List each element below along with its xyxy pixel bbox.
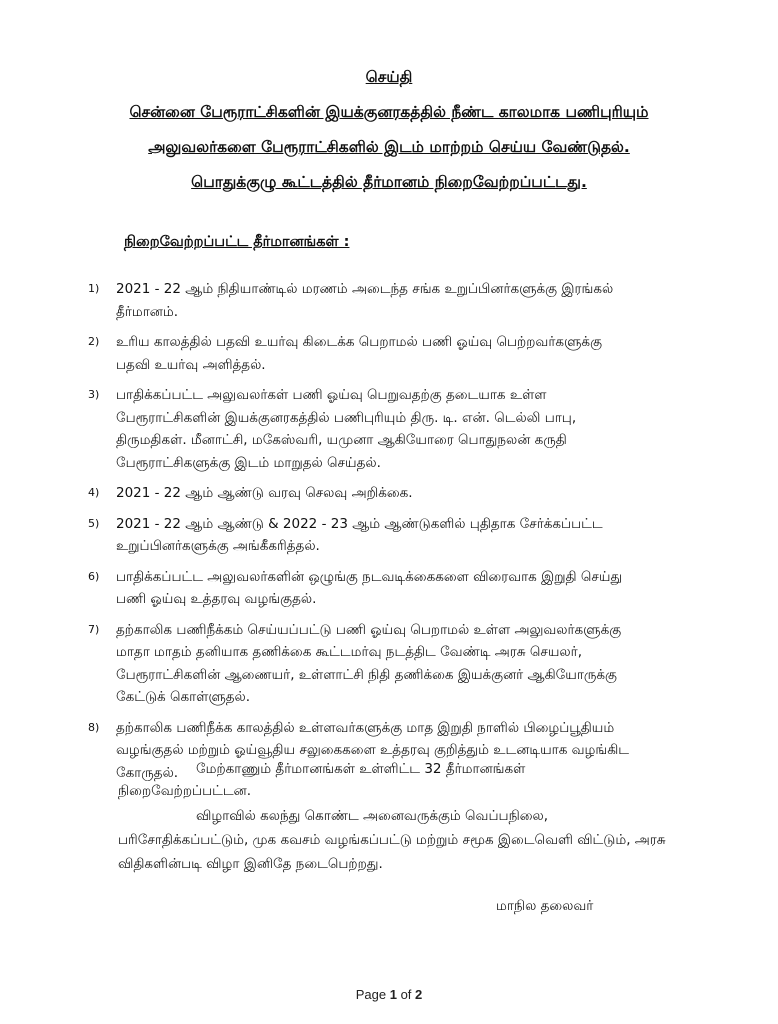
resolution-item — [0, 482, 778, 505]
news-title: செய்தி — [365, 68, 413, 86]
resolution-item — [0, 513, 778, 558]
resolution-line: தீர்மானம். — [116, 303, 179, 320]
resolution-line: தற்காலிக பணிநீக்க காலத்தில் உள்ளவர்களுக்கு மாத இறுதி நாளில் பிழைப்பூதியம் — [116, 719, 615, 736]
resolution-line: உரிய காலத்தில் பதவி உயர்வு கிடைக்க பெறாமல் பணி ஓய்வு பெற்றவர்களுக்கு — [116, 334, 602, 350]
resolution-number: 5) — [88, 516, 100, 530]
resolution-text — [116, 278, 696, 323]
thanks-line-2: பரிசோதிக்கப்பட்டும், முக கவசம் வழங்கப்பட்டு மற்றும் சமூக இடைவெளி விட்டும், அரசு — [118, 832, 666, 848]
footer-of-word: of — [400, 987, 412, 1002]
heading-line-2: அலுவலர்களை பேரூராட்சிகளில் இடம் மாற்றம் செய்ய வேண்டுதல். — [148, 138, 630, 156]
resolution-number: 6) — [88, 569, 100, 583]
resolution-line: கோருதல். — [116, 764, 179, 781]
resolutions-heading: நிறைவேற்றப்பட்ட தீர்மானங்கள் : — [124, 234, 350, 250]
resolution-line: பேரூராட்சிகளுக்கு இடம் மாறுதல் செய்தல். — [116, 454, 381, 471]
resolution-item — [0, 331, 778, 376]
resolution-item — [0, 278, 778, 323]
footer-page-word: Page — [355, 987, 387, 1002]
resolution-line: உறுப்பினர்களுக்கு அங்கீகரித்தல். — [116, 538, 320, 554]
heading-line-3: பொதுக்குழு கூட்டத்தில் தீர்மானம் நிறைவேற்றப்பட்டது. — [191, 173, 587, 191]
resolution-line: பாதிக்கப்பட்ட அலுவலர்கள் பணி ஓய்வு பெறுவதற்கு தடையாக உள்ள — [116, 387, 547, 403]
summary-line-1: மேற்காணும் தீர்மானங்கள் உள்ளிட்ட 32 தீர்மானங்கள் — [196, 761, 526, 777]
resolution-number: 1) — [88, 282, 100, 295]
resolution-number: 4) — [88, 486, 100, 499]
resolution-text — [116, 513, 696, 558]
thanks-line-1: விழாவில் கலந்து கொண்ட அனைவருக்கும் வெப்பநிலை, — [196, 808, 549, 824]
resolution-item — [0, 566, 778, 611]
resolution-text — [116, 384, 696, 474]
resolution-text — [116, 331, 696, 376]
signature: மாநில தலைவர் — [496, 898, 594, 914]
resolution-item — [0, 384, 778, 474]
resolution-number: 7) — [88, 622, 100, 636]
resolution-line: மாதா மாதம் தனியாக தணிக்கை கூட்டமர்வு நடத்திட வேண்டி அரசு செயலர், — [116, 644, 582, 660]
resolution-line: பேரூராட்சிகளின் இயக்குனரகத்தில் பணிபுரியும் திரு. டி. என். டெல்லி பாபு, — [116, 409, 577, 426]
resolution-line: தற்காலிக பணிநீக்கம் செய்யப்பட்டு பணி ஓய்வு பெறாமல் உள்ள அலுவலர்களுக்கு — [116, 621, 622, 638]
resolution-line: பேரூராட்சிகளின் ஆணையர், உள்ளாட்சி நிதி தணிக்கை இயக்குனர் ஆகியோருக்கு — [116, 666, 617, 683]
heading-line-1: சென்னை பேரூராட்சிகளின் இயக்குனரகத்தில் நீண்ட காலமாக பணிபுரியும் — [129, 103, 649, 121]
summary-line-2: நிறைவேற்றப்பட்டன. — [118, 783, 251, 799]
resolution-line: பதவி உயர்வு அளித்தல். — [116, 356, 266, 373]
resolution-line: 2021 - 22 ஆம் ஆண்டு வரவு செலவு அறிக்கை. — [116, 485, 413, 501]
resolution-text — [116, 482, 696, 505]
resolution-text — [116, 566, 696, 611]
resolution-line: வழங்குதல் மற்றும் ஓய்வூதிய சலுகைகளை உத்தரவு குறித்தும் உடனடியாக வழங்கிட — [116, 742, 630, 758]
resolution-line: கேட்டுக் கொள்ளுதல். — [116, 689, 251, 705]
resolution-line: 2021 - 22 ஆம் நிதியாண்டில் மரணம் அடைந்த சங்க உறுப்பினர்களுக்கு இரங்கல் — [116, 281, 614, 297]
resolution-line: திருமதிகள். மீனாட்சி, மகேஸ்வரி, யமுனா ஆகியோரை பொதுநலன் கருதி — [116, 432, 567, 448]
resolution-number: 3) — [88, 388, 100, 401]
resolution-line: 2021 - 22 ஆம் ஆண்டு & 2022 - 23 ஆம் ஆண்டுகளில் புதிதாக சேர்க்கப்பட்ட — [116, 515, 603, 532]
resolution-line: பாதிக்கப்பட்ட அலுவலர்களின் ஒழுங்கு நடவடிக்கைகளை விரைவாக இறுதி செய்து — [116, 568, 623, 585]
resolution-number: 2) — [88, 335, 100, 348]
resolution-line: பணி ஓய்வு உத்தரவு வழங்குதல். — [116, 591, 317, 607]
resolutions-list — [0, 278, 778, 792]
resolution-number: 8) — [88, 720, 100, 734]
resolution-text — [116, 619, 696, 709]
page-footer — [0, 987, 778, 1002]
footer-current-page: 1 — [389, 987, 397, 1002]
resolution-item — [0, 619, 778, 709]
footer-total-pages: 2 — [415, 987, 423, 1002]
title-block — [40, 60, 738, 200]
thanks-line-3: விதிகளின்படி விழா இனிதே நடைபெற்றது. — [118, 856, 383, 872]
